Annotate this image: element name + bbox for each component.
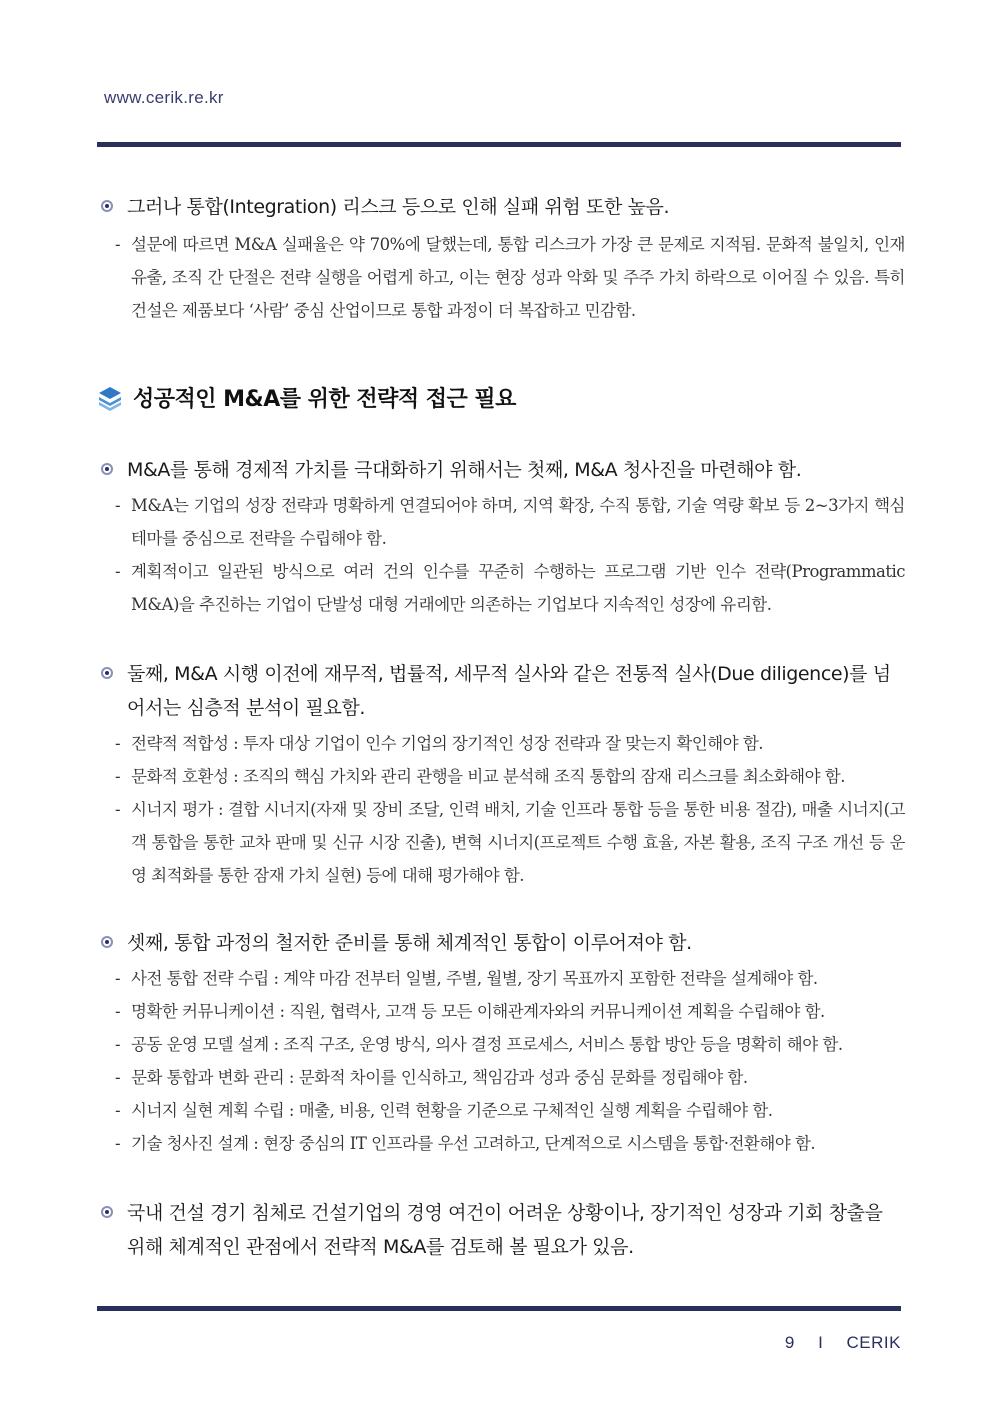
sub-text: 문화적 호환성 : 조직의 핵심 가치와 관리 관행을 비교 분석해 조직 통합의 잠재 리스크를 최소화해야 함. xyxy=(131,767,845,786)
dash-marker: - xyxy=(115,562,121,581)
bullet-text: 국내 건설 경기 침체로 건설기업의 경영 여건이 어려운 상황이나, 장기적인 성장과 기회 창출을 위해 체계적인 관점에서 전략적 M&A를 검토해 볼 필요가 있음. xyxy=(127,1202,883,1258)
sub-item xyxy=(97,760,905,793)
bullet-circle-icon xyxy=(101,200,113,212)
section-title-text: 성공적인 M&A를 위한 전략적 접근 필요 xyxy=(133,387,516,412)
sub-text: 사전 통합 전략 수립 : 계약 마감 전부터 일별, 주별, 월별, 장기 목표까지 포함한 전략을 설계해야 함. xyxy=(131,969,818,988)
bullet-circle-icon xyxy=(101,1206,113,1218)
dash-marker: - xyxy=(115,235,121,254)
bullet-circle-icon xyxy=(101,463,113,475)
sub-item xyxy=(97,962,905,995)
bullet-item xyxy=(97,1196,905,1264)
layers-icon xyxy=(97,385,123,411)
sub-text: 전략적 적합성 : 투자 대상 기업이 인수 기업의 장기적인 성장 전략과 잘 맞는지 확인해야 함. xyxy=(131,734,764,753)
footer-separator: I xyxy=(818,1333,824,1352)
sub-text: M&A는 기업의 성장 전략과 명확하게 연결되어야 하며, 지역 확장, 수직 통합, 기술 역량 확보 등 2~3가지 핵심 테마를 중심으로 전략을 수립해야 함. xyxy=(131,496,905,548)
dash-marker: - xyxy=(115,767,121,786)
footer-brand: CERIK xyxy=(846,1333,901,1352)
dash-marker: - xyxy=(115,734,121,753)
sub-item xyxy=(97,555,905,621)
sub-item xyxy=(97,727,905,760)
sub-text: 계획적이고 일관된 방식으로 여러 건의 인수를 꾸준히 수행하는 프로그램 기반 인수 전략(Programmatic M&A)을 추진하는 기업이 단발성 대형 거래에만 의존하는 기업보다 지속적인 성장에 유리함. xyxy=(131,562,905,614)
dash-marker: - xyxy=(115,1134,121,1153)
sub-item xyxy=(97,1028,905,1061)
bullet-block-due-diligence xyxy=(97,657,905,892)
page-footer xyxy=(785,1333,901,1353)
sub-text: 기술 청사진 설계 : 현장 중심의 IT 인프라를 우선 고려하고, 단계적으로 시스템을 통합·전환해야 함. xyxy=(131,1134,816,1153)
sub-text: 문화 통합과 변화 관리 : 문화적 차이를 인식하고, 책임감과 성과 중심 문화를 정립해야 함. xyxy=(131,1068,748,1087)
bullet-text: 둘째, M&A 시행 이전에 재무적, 법률적, 세무적 실사와 같은 전통적 실사(Due diligence)를 넘어서는 심층적 분석이 필요함. xyxy=(127,663,891,719)
sub-text: 명확한 커뮤니케이션 : 직원, 협력사, 고객 등 모든 이해관계자와의 커뮤니케이션 계획을 수립해야 함. xyxy=(131,1002,825,1021)
header-rule xyxy=(97,142,901,147)
dash-marker: - xyxy=(115,800,121,819)
dash-marker: - xyxy=(115,1035,121,1054)
sub-item xyxy=(97,228,905,327)
sub-item xyxy=(97,793,905,892)
bullet-block-risk xyxy=(97,190,905,327)
sub-item xyxy=(97,995,905,1028)
sub-item xyxy=(97,489,905,555)
bullet-item xyxy=(97,926,905,960)
bullet-block-integration xyxy=(97,926,905,1160)
footer-rule xyxy=(97,1306,901,1311)
page-number: 9 xyxy=(784,1333,795,1352)
bullet-block-conclusion xyxy=(97,1196,905,1264)
sub-text: 시너지 실현 계획 수립 : 매출, 비용, 인력 현황을 기준으로 구체적인 실행 계획을 수립해야 함. xyxy=(131,1101,773,1120)
sub-item xyxy=(97,1094,905,1127)
dash-marker: - xyxy=(115,969,121,988)
section-heading xyxy=(97,382,905,413)
header-url: www.cerik.re.kr xyxy=(104,88,224,107)
sub-item xyxy=(97,1061,905,1094)
bullet-item xyxy=(97,657,905,725)
bullet-circle-icon xyxy=(101,936,113,948)
bullet-item xyxy=(97,453,905,487)
sub-text: 시너지 평가 : 결합 시너지(자재 및 장비 조달, 인력 배치, 기술 인프라 통합 등을 통한 비용 절감), 매출 시너지(고객 통합을 통한 교차 판매 및 신규 시장 진출), 변혁 시너지(프로젝트 수행 효율, 자본 활용, 조직 구조 개선 등 운영 최적화를 통한 잠재 가치 실현) 등에 대해 평가해야 함. xyxy=(131,800,905,885)
bullet-circle-icon xyxy=(101,667,113,679)
bullet-block-blueprint xyxy=(97,453,905,621)
sub-text: 설문에 따르면 M&A 실패율은 약 70%에 달했는데, 통합 리스크가 가장 큰 문제로 지적됨. 문화적 불일치, 인재 유출, 조직 간 단절은 전략 실행을 어렵게 하고, 이는 현장 성과 악화 및 주주 가치 하락으로 이어질 수 있음. 특히 건설은 제품보다 ‘사람’ 중심 산업이므로 통합 과정이 더 복잡하고 민감함. xyxy=(131,235,905,320)
page-content xyxy=(97,190,905,1264)
dash-marker: - xyxy=(115,1002,121,1021)
bullet-text: 그러나 통합(Integration) 리스크 등으로 인해 실패 위험 또한 높음. xyxy=(127,196,670,218)
sub-item xyxy=(97,1127,905,1160)
sub-text: 공동 운영 모델 설계 : 조직 구조, 운영 방식, 의사 결정 프로세스, 서비스 통합 방안 등을 명확히 해야 함. xyxy=(131,1035,843,1054)
dash-marker: - xyxy=(115,1068,121,1087)
dash-marker: - xyxy=(115,496,121,515)
dash-marker: - xyxy=(115,1101,121,1120)
bullet-text: M&A를 통해 경제적 가치를 극대화하기 위해서는 첫째, M&A 청사진을 마련해야 함. xyxy=(127,459,802,481)
bullet-text: 셋째, 통합 과정의 철저한 준비를 통해 체계적인 통합이 이루어져야 함. xyxy=(127,932,692,954)
bullet-item xyxy=(97,190,905,224)
